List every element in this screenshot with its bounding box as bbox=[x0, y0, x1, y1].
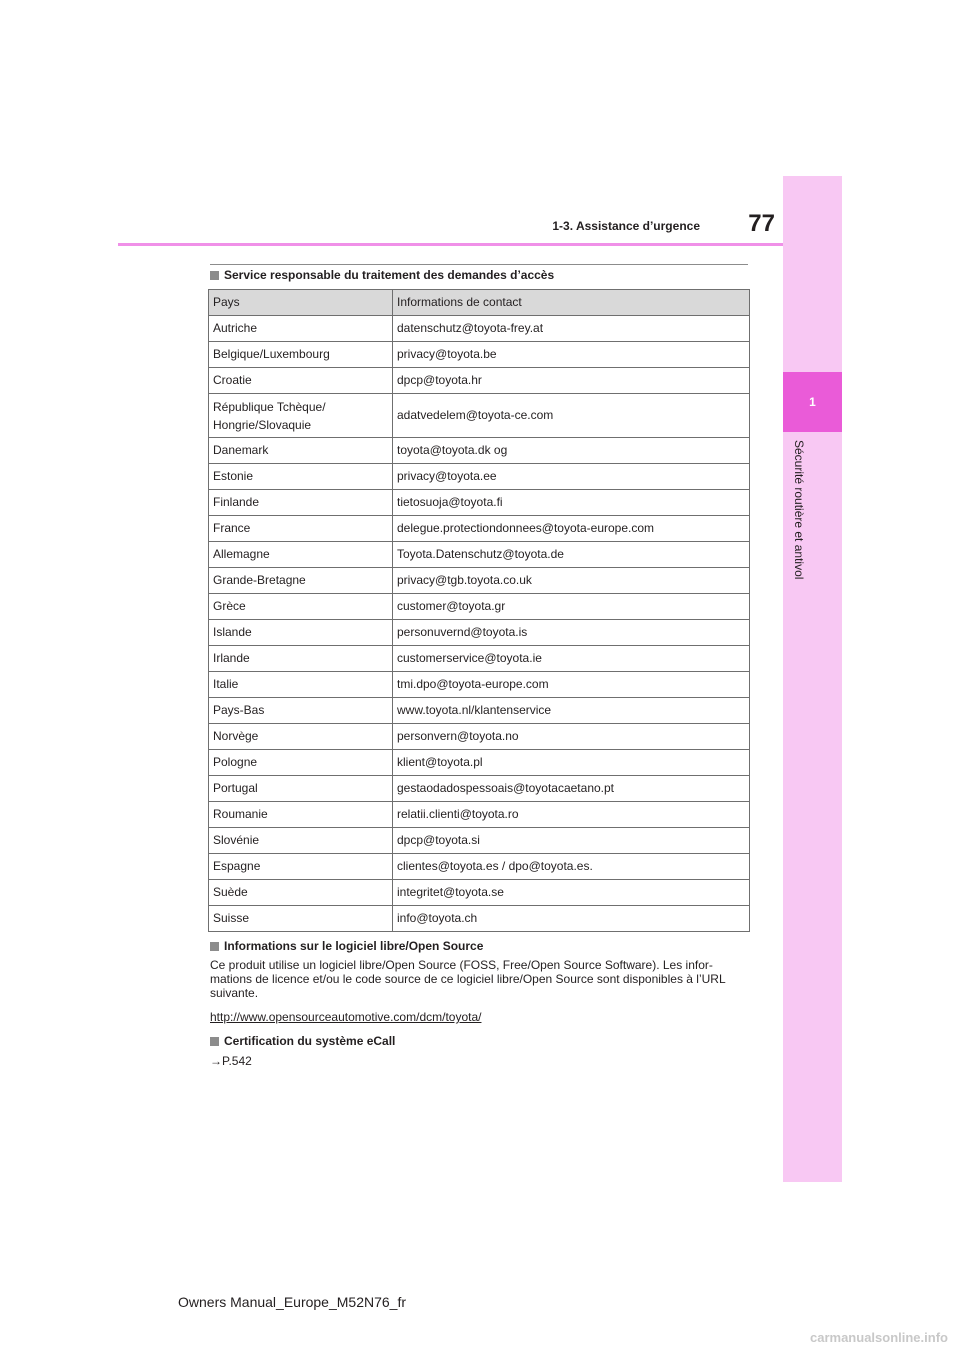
contact-cell: dpcp@toyota.hr bbox=[393, 368, 750, 394]
chapter-side-label: Sécurité routière et antivol bbox=[792, 440, 806, 580]
section-heading-text: Informations sur le logiciel libre/Open Source bbox=[224, 939, 484, 953]
table-row bbox=[209, 672, 750, 698]
country-cell: Danemark bbox=[209, 438, 393, 464]
contact-cell: adatvedelem@toyota-ce.com bbox=[393, 394, 750, 438]
contact-cell: delegue.protectiondonnees@toyota-europe.com bbox=[393, 516, 750, 542]
page-reference: →P.542 bbox=[210, 1054, 252, 1068]
contact-cell: www.toyota.nl/klantenservice bbox=[393, 698, 750, 724]
contact-cell: customerservice@toyota.ie bbox=[393, 646, 750, 672]
table-row bbox=[209, 802, 750, 828]
table-row bbox=[209, 906, 750, 932]
square-bullet-icon bbox=[210, 271, 219, 280]
table-row bbox=[209, 854, 750, 880]
contact-cell: personuvernd@toyota.is bbox=[393, 620, 750, 646]
country-cell: Italie bbox=[209, 672, 393, 698]
country-cell: France bbox=[209, 516, 393, 542]
contact-cell: Toyota.Datenschutz@toyota.de bbox=[393, 542, 750, 568]
contact-cell: gestaodadospessoais@toyotacaetano.pt bbox=[393, 776, 750, 802]
contact-cell: customer@toyota.gr bbox=[393, 594, 750, 620]
contact-cell: info@toyota.ch bbox=[393, 906, 750, 932]
table-row bbox=[209, 316, 750, 342]
table-row bbox=[209, 750, 750, 776]
table-row bbox=[209, 394, 750, 438]
country-cell: Pologne bbox=[209, 750, 393, 776]
table-row bbox=[209, 880, 750, 906]
table-row bbox=[209, 464, 750, 490]
contact-cell: tietosuoja@toyota.fi bbox=[393, 490, 750, 516]
header-rule bbox=[118, 243, 783, 246]
table-row bbox=[209, 724, 750, 750]
country-cell: Slovénie bbox=[209, 828, 393, 854]
open-source-paragraph: Ce produit utilise un logiciel libre/Open Source (FOSS, Free/Open Source Software). Les infor-mations de licence et/ou le code source de ce logiciel libre/Open Source sont disponibles à l’URL suivante. bbox=[210, 958, 726, 1000]
contact-cell: integritet@toyota.se bbox=[393, 880, 750, 906]
table-header-row bbox=[209, 290, 750, 316]
country-cell: Norvège bbox=[209, 724, 393, 750]
country-cell: Suède bbox=[209, 880, 393, 906]
watermark-text: carmanualsonline.info bbox=[810, 1330, 948, 1345]
country-cell-line: République Tchèque/ bbox=[213, 399, 326, 414]
table-row bbox=[209, 438, 750, 464]
table-row bbox=[209, 490, 750, 516]
contact-cell: privacy@toyota.be bbox=[393, 342, 750, 368]
country-cell: Espagne bbox=[209, 854, 393, 880]
country-cell: Islande bbox=[209, 620, 393, 646]
country-cell: Irlande bbox=[209, 646, 393, 672]
contact-cell: privacy@toyota.ee bbox=[393, 464, 750, 490]
country-cell: Roumanie bbox=[209, 802, 393, 828]
contact-table bbox=[208, 289, 750, 932]
running-head: 1-3. Assistance d’urgence bbox=[552, 219, 700, 233]
table-row bbox=[209, 594, 750, 620]
table-row bbox=[209, 542, 750, 568]
country-cell-line: Hongrie/Slovaquie bbox=[213, 417, 312, 432]
table-row bbox=[209, 620, 750, 646]
country-cell: Allemagne bbox=[209, 542, 393, 568]
section-heading-access-requests bbox=[210, 268, 554, 282]
table-row bbox=[209, 368, 750, 394]
country-cell: Suisse bbox=[209, 906, 393, 932]
contact-cell: relatii.clienti@toyota.ro bbox=[393, 802, 750, 828]
column-header-country: Pays bbox=[209, 290, 393, 316]
column-header-contact: Informations de contact bbox=[393, 290, 750, 316]
footer-text: Owners Manual_Europe_M52N76_fr bbox=[178, 1294, 407, 1310]
table-row bbox=[209, 698, 750, 724]
contact-cell: datenschutz@toyota-frey.at bbox=[393, 316, 750, 342]
country-cell: Estonie bbox=[209, 464, 393, 490]
contact-cell: toyota@toyota.dk og bbox=[393, 438, 750, 464]
chapter-side-tab bbox=[783, 176, 842, 1182]
table-row bbox=[209, 828, 750, 854]
country-cell: Grèce bbox=[209, 594, 393, 620]
contact-cell: klient@toyota.pl bbox=[393, 750, 750, 776]
section-heading-text: Service responsable du traitement des demandes d’accès bbox=[224, 268, 555, 282]
country-cell: Finlande bbox=[209, 490, 393, 516]
country-cell: Belgique/Luxembourg bbox=[209, 342, 393, 368]
section-heading-open-source bbox=[210, 939, 483, 953]
section-heading-ecall bbox=[210, 1034, 395, 1048]
page-number: 77 bbox=[748, 210, 775, 237]
table-row bbox=[209, 516, 750, 542]
contact-cell: personvern@toyota.no bbox=[393, 724, 750, 750]
open-source-link[interactable]: http://www.opensourceautomotive.com/dcm/toyota/ bbox=[210, 1010, 482, 1024]
country-cell: Autriche bbox=[209, 316, 393, 342]
country-cell: Croatie bbox=[209, 368, 393, 394]
country-cell bbox=[209, 394, 393, 438]
table-row bbox=[209, 646, 750, 672]
contact-cell: dpcp@toyota.si bbox=[393, 828, 750, 854]
contact-cell: tmi.dpo@toyota-europe.com bbox=[393, 672, 750, 698]
country-cell: Grande-Bretagne bbox=[209, 568, 393, 594]
square-bullet-icon bbox=[210, 942, 219, 951]
table-row bbox=[209, 342, 750, 368]
country-cell: Portugal bbox=[209, 776, 393, 802]
contact-cell: clientes@toyota.es / dpo@toyota.es. bbox=[393, 854, 750, 880]
table-row bbox=[209, 776, 750, 802]
section-heading-text: Certification du système eCall bbox=[224, 1034, 396, 1048]
section-divider bbox=[210, 264, 748, 265]
table-row bbox=[209, 568, 750, 594]
chapter-number-badge: 1 bbox=[783, 372, 842, 432]
country-cell: Pays-Bas bbox=[209, 698, 393, 724]
contact-cell: privacy@tgb.toyota.co.uk bbox=[393, 568, 750, 594]
square-bullet-icon bbox=[210, 1037, 219, 1046]
